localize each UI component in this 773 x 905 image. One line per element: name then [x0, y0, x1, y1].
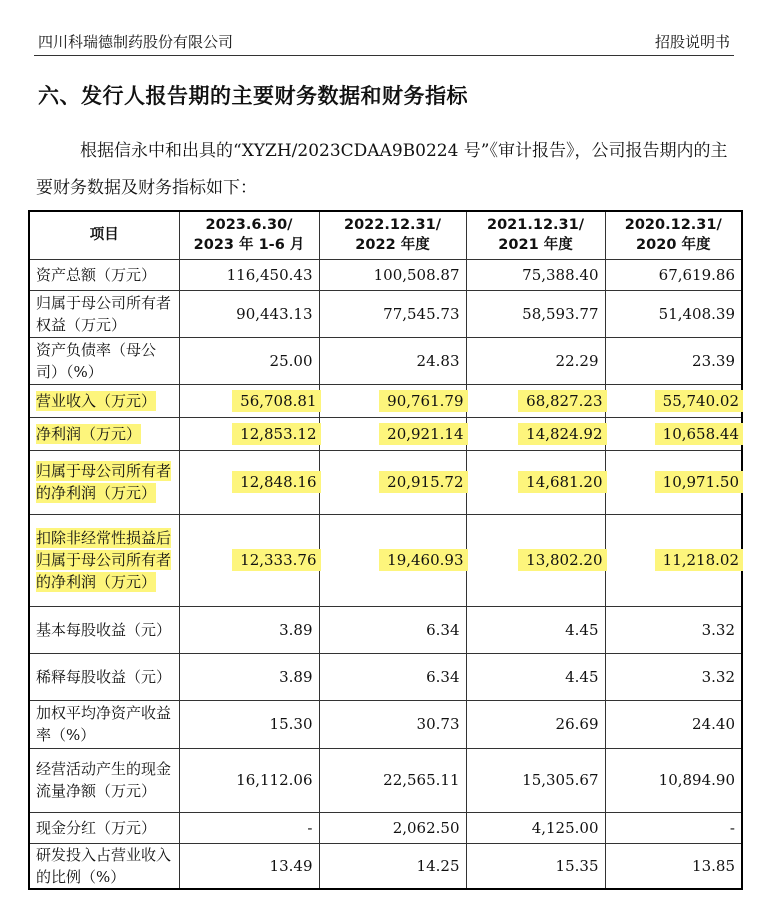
- table-row: [29, 259, 742, 290]
- row-label-text: 净利润（万元）: [36, 424, 142, 443]
- value-cell: [319, 812, 466, 843]
- value-cell: [466, 417, 605, 450]
- row-label-text: 研发投入占营业收入的比例（%）: [36, 845, 172, 886]
- header-2022: 2022.12.31/ 2022 年度: [319, 211, 466, 259]
- value-cell: [179, 812, 319, 843]
- value-cell: [605, 337, 742, 384]
- section-title: 六、发行人报告期的主要财务数据和财务指标: [38, 84, 468, 108]
- value-cell: [605, 514, 742, 606]
- value-text: 90,761.79: [379, 390, 467, 412]
- value-cell: [179, 417, 319, 450]
- table-header-row: [29, 211, 742, 259]
- row-label: [29, 450, 179, 514]
- table-row: [29, 812, 742, 843]
- value-cell: [319, 514, 466, 606]
- value-text: 58,593.77: [522, 304, 599, 323]
- value-cell: [466, 337, 605, 384]
- value-cell: [319, 337, 466, 384]
- row-label: [29, 384, 179, 417]
- value-cell: [605, 450, 742, 514]
- row-label: [29, 514, 179, 606]
- value-cell: [179, 748, 319, 812]
- value-text: 14,681.20: [518, 471, 606, 493]
- value-cell: [466, 700, 605, 748]
- value-cell: [605, 384, 742, 417]
- value-cell: [466, 290, 605, 337]
- value-text: 22,565.11: [383, 771, 460, 789]
- table-row: [29, 337, 742, 384]
- row-label-text: 扣除非经常性损益后归属于母公司所有者的净利润（万元）: [36, 529, 172, 591]
- table-row: [29, 748, 742, 812]
- row-label: [29, 417, 179, 450]
- table-row: [29, 653, 742, 700]
- row-label: [29, 843, 179, 889]
- page-header: [34, 29, 734, 56]
- value-cell: [466, 843, 605, 889]
- value-cell: [179, 843, 319, 889]
- document-type: 招股说明书: [654, 33, 730, 51]
- value-text: 116,450.43: [226, 265, 313, 284]
- value-text: 26.69: [555, 715, 599, 733]
- value-cell: [605, 417, 742, 450]
- table-row: [29, 843, 742, 889]
- header-item: 项目: [29, 211, 179, 259]
- row-label-text: 归属于母公司所有者权益（万元）: [36, 293, 172, 334]
- value-text: 6.34: [426, 667, 460, 686]
- value-cell: [179, 606, 319, 653]
- value-cell: [605, 700, 742, 748]
- value-text: 13.85: [692, 856, 735, 875]
- value-text: 14.25: [416, 856, 460, 875]
- row-label-text: 营业收入（万元）: [36, 391, 157, 410]
- value-cell: [466, 259, 605, 290]
- value-cell: [466, 606, 605, 653]
- value-text: 56,708.81: [232, 390, 320, 412]
- value-text: 10,658.44: [655, 423, 743, 445]
- company-name: 四川科瑞德制药股份有限公司: [38, 33, 234, 51]
- value-text: 10,971.50: [655, 471, 743, 493]
- value-text: 2,062.50: [392, 818, 460, 837]
- table-row: [29, 514, 742, 606]
- financial-data-table: [28, 210, 743, 890]
- value-text: 3.32: [701, 667, 735, 686]
- value-text: 12,848.16: [232, 471, 320, 493]
- value-text: 24.83: [416, 351, 460, 370]
- value-cell: [605, 748, 742, 812]
- value-text: 20,915.72: [379, 471, 467, 493]
- value-cell: [179, 700, 319, 748]
- value-cell: [466, 748, 605, 812]
- value-cell: [466, 514, 605, 606]
- value-cell: [319, 606, 466, 653]
- value-text: 15.35: [555, 856, 599, 875]
- table-row: [29, 606, 742, 653]
- value-text: 77,545.73: [383, 304, 460, 323]
- value-text: -: [729, 818, 735, 837]
- value-text: 11,218.02: [655, 549, 743, 571]
- value-text: 6.34: [426, 620, 460, 639]
- value-text: 15,305.67: [522, 771, 599, 789]
- value-text: 68,827.23: [518, 390, 606, 412]
- value-text: 3.89: [279, 620, 313, 639]
- value-text: 90,443.13: [236, 304, 313, 323]
- value-text: 4,125.00: [531, 818, 599, 837]
- value-text: 10,894.90: [658, 771, 735, 789]
- value-cell: [179, 514, 319, 606]
- header-2023h1: 2023.6.30/ 2023 年 1-6 月: [179, 211, 319, 259]
- value-text: 3.89: [279, 667, 313, 686]
- value-text: 12,853.12: [232, 423, 320, 445]
- value-text: 55,740.02: [655, 390, 743, 412]
- value-cell: [319, 417, 466, 450]
- value-cell: [466, 384, 605, 417]
- value-cell: [179, 337, 319, 384]
- value-cell: [319, 653, 466, 700]
- value-text: 22.29: [555, 351, 599, 370]
- value-cell: [179, 450, 319, 514]
- value-cell: [319, 290, 466, 337]
- row-label: [29, 259, 179, 290]
- row-label-text: 稀释每股收益（元）: [36, 667, 172, 686]
- value-text: 16,112.06: [236, 771, 313, 789]
- value-text: 23.39: [692, 351, 735, 370]
- header-2021: 2021.12.31/ 2021 年度: [466, 211, 605, 259]
- value-text: 19,460.93: [379, 549, 467, 571]
- row-label-text: 归属于母公司所有者的净利润（万元）: [36, 462, 172, 502]
- value-cell: [319, 384, 466, 417]
- intro-paragraph: 根据信永中和出具的“XYZH/2023CDAA9B0224 号”《审计报告》，公司报告期内的主要财务数据及财务指标如下：: [36, 141, 728, 198]
- value-cell: [319, 450, 466, 514]
- table-row: [29, 384, 742, 417]
- row-label-text: 资产负债率（母公司）（%）: [36, 340, 157, 381]
- value-cell: [605, 259, 742, 290]
- value-cell: [319, 259, 466, 290]
- value-text: 67,619.86: [658, 265, 735, 284]
- value-cell: [605, 843, 742, 889]
- value-cell: [466, 653, 605, 700]
- row-label: [29, 653, 179, 700]
- value-cell: [179, 653, 319, 700]
- value-cell: [466, 812, 605, 843]
- row-label: [29, 290, 179, 337]
- value-text: 12,333.76: [232, 549, 320, 571]
- value-cell: [179, 259, 319, 290]
- value-text: 14,824.92: [518, 423, 606, 445]
- value-cell: [605, 290, 742, 337]
- value-cell: [319, 748, 466, 812]
- table-row: [29, 290, 742, 337]
- value-text: 15.30: [269, 715, 313, 733]
- value-text: -: [307, 818, 313, 837]
- value-text: 75,388.40: [522, 265, 599, 284]
- value-cell: [605, 653, 742, 700]
- value-text: 24.40: [692, 715, 735, 733]
- row-label: [29, 812, 179, 843]
- table-row: [29, 700, 742, 748]
- header-2020: 2020.12.31/ 2020 年度: [605, 211, 742, 259]
- row-label: [29, 606, 179, 653]
- row-label: [29, 337, 179, 384]
- value-text: 13,802.20: [518, 549, 606, 571]
- row-label-text: 经营活动产生的现金流量净额（万元）: [36, 760, 172, 800]
- row-label-text: 现金分红（万元）: [36, 818, 157, 837]
- row-label-text: 加权平均净资产收益率（%）: [36, 704, 172, 744]
- value-text: 20,921.14: [379, 423, 467, 445]
- value-text: 3.32: [701, 620, 735, 639]
- value-cell: [466, 450, 605, 514]
- value-text: 25.00: [269, 351, 313, 370]
- row-label: [29, 700, 179, 748]
- value-text: 100,508.87: [373, 265, 460, 284]
- value-text: 4.45: [565, 620, 599, 639]
- row-label-text: 基本每股收益（元）: [36, 620, 172, 639]
- value-text: 13.49: [269, 856, 313, 875]
- value-cell: [179, 384, 319, 417]
- table-row: [29, 450, 742, 514]
- value-cell: [179, 290, 319, 337]
- value-text: 30.73: [416, 715, 460, 733]
- value-text: 51,408.39: [658, 304, 735, 323]
- value-cell: [319, 700, 466, 748]
- value-cell: [605, 606, 742, 653]
- value-cell: [605, 812, 742, 843]
- table-row: [29, 417, 742, 450]
- value-cell: [319, 843, 466, 889]
- row-label: [29, 748, 179, 812]
- value-text: 4.45: [565, 667, 599, 686]
- row-label-text: 资产总额（万元）: [36, 265, 157, 284]
